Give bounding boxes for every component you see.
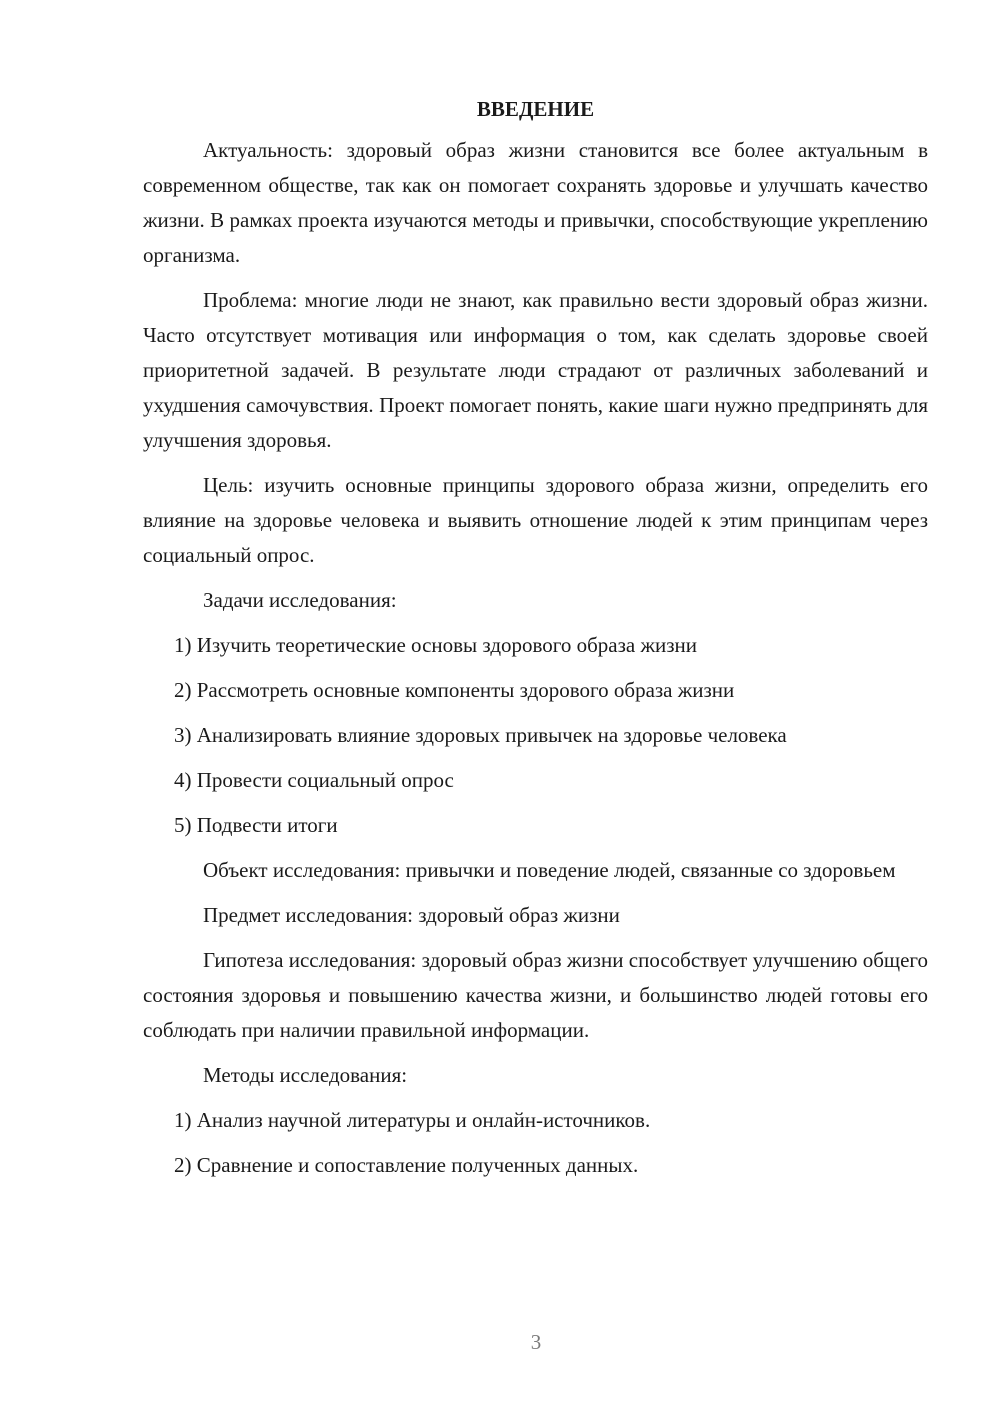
list-item: 1) Анализ научной литературы и онлайн-источников. [174, 1108, 651, 1132]
relevance-paragraph: Актуальность: здоровый образ жизни становится все более актуальным в современном обществе, так как он помогает сохранять здоровье и улучшать качество жизни. В рамках проекта изучаются методы и привычки, способствующие укреплению организма. [143, 138, 928, 267]
list-item: 1) Изучить теоретические основы здорового образа жизни [174, 633, 698, 657]
tasks-title: Задачи исследования: [203, 588, 397, 612]
hypothesis-paragraph: Гипотеза исследования: здоровый образ жизни способствует улучшению общего состояния здоровья и повышению качества жизни, и большинство людей готовы его соблюдать при наличии правильной информации. [143, 948, 928, 1042]
page-title: ВВЕДЕНИЕ [476, 97, 595, 121]
list-item: 4) Провести социальный опрос [174, 768, 454, 792]
list-item: 2) Рассмотреть основные компоненты здорового образа жизни [174, 678, 735, 702]
goal-paragraph: Цель: изучить основные принципы здорового образа жизни, определить его влияние на здоровье человека и выявить отношение людей к этим принципам через социальный опрос. [143, 473, 928, 567]
methods-list [143, 1103, 928, 1183]
page-number: 3 [530, 1330, 542, 1354]
tasks-list [143, 628, 928, 843]
subject-paragraph: Предмет исследования: здоровый образ жизни [203, 903, 620, 927]
object-paragraph: Объект исследования: привычки и поведение людей, связанные со здоровьем [203, 858, 896, 882]
list-item: 2) Сравнение и сопоставление полученных данных. [174, 1153, 639, 1177]
list-item: 5) Подвести итоги [174, 813, 338, 837]
document-page [143, 92, 928, 1193]
methods-title: Методы исследования: [203, 1063, 408, 1087]
list-item: 3) Анализировать влияние здоровых привычек на здоровье человека [174, 723, 787, 747]
problem-paragraph: Проблема: многие люди не знают, как правильно вести здоровый образ жизни. Часто отсутствует мотивация или информация о том, как сделать здоровье своей приоритетной задачей. В результате люди страдают от различных заболеваний и ухудшения самочувствия. Проект помогает понять, какие шаги нужно предпринять для улучшения здоровья. [143, 288, 928, 452]
